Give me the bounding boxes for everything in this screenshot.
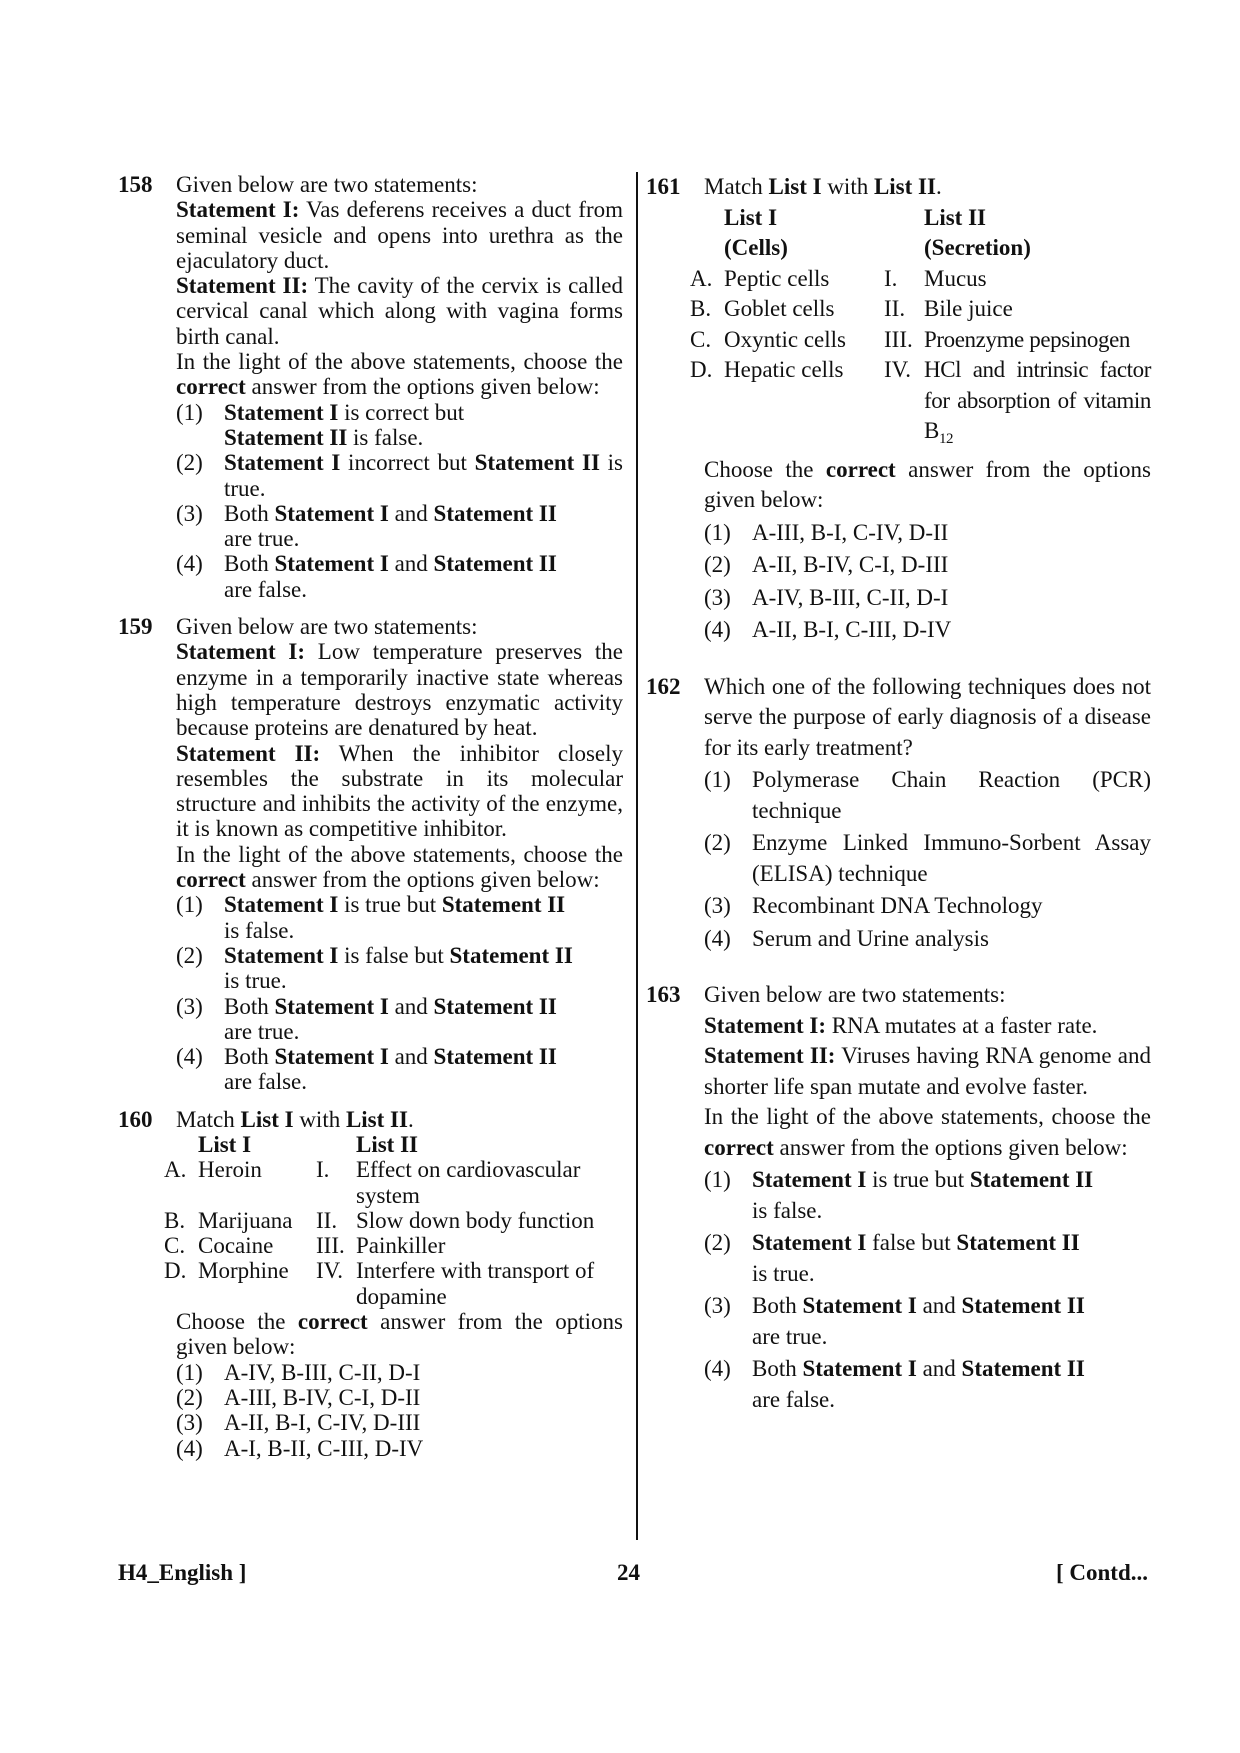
question-prompt — [704, 455, 1151, 516]
option-2[interactable] — [176, 1385, 623, 1410]
row-match — [924, 355, 1151, 455]
option-text: Statement II — [433, 551, 557, 577]
option-text: is false but — [338, 942, 450, 968]
option-text: A-III, B-I, C-IV, D-II — [752, 519, 949, 545]
question-intro — [176, 1107, 623, 1132]
intro-emphasis: List I — [768, 174, 822, 199]
option-text: Statement I — [802, 1293, 917, 1318]
prompt-text: answer from the options given below: — [176, 1309, 623, 1360]
option-number: (2) — [176, 1384, 203, 1410]
option-text: Statement I — [274, 1044, 389, 1070]
option-text: Statement I — [752, 1167, 867, 1192]
intro-text: Match — [704, 174, 769, 199]
option-3[interactable] — [704, 1291, 1151, 1352]
question-number: 158 — [118, 172, 153, 197]
option-text: Statement I — [224, 892, 339, 918]
prompt-text: answer from the options given below: — [704, 456, 1151, 512]
option-text: and — [388, 993, 434, 1019]
option-1[interactable] — [704, 765, 1151, 826]
list-header: List II — [924, 204, 986, 230]
prompt-text: Choose the — [176, 1309, 298, 1335]
row-roman: II. — [316, 1207, 338, 1233]
row-letter: B. — [690, 296, 712, 321]
option-number: (3) — [704, 584, 731, 610]
statement-text: When the inhibitor closely resembles the substrate in its molecular structure and inhibits the activity of the enzyme, it is known as competitive inhibitor. — [176, 740, 624, 842]
column-divider — [636, 172, 638, 1540]
question-prompt — [176, 842, 623, 893]
option-2[interactable] — [704, 1228, 1151, 1289]
option-number: (1) — [704, 519, 731, 545]
intro-text: Match — [176, 1106, 241, 1132]
match-table — [164, 1132, 623, 1309]
statement-2 — [704, 1041, 1151, 1102]
intro-emphasis: List II — [873, 174, 936, 199]
option-text: Both — [752, 1293, 803, 1318]
option-text: Serum and Urine analysis — [752, 925, 989, 951]
option-text: is true. — [224, 968, 287, 994]
option-number: (4) — [176, 551, 203, 577]
prompt-emphasis: correct — [176, 374, 246, 400]
row-item: Goblet cells — [724, 296, 835, 321]
statement-label: Statement I: — [176, 197, 300, 223]
prompt-emphasis: correct — [297, 1309, 368, 1335]
option-text: is true. — [224, 450, 623, 501]
option-4[interactable] — [704, 615, 1151, 646]
option-text: A-II, B-I, C-IV, D-III — [224, 1410, 421, 1436]
question-intro: Given below are two statements: — [176, 172, 478, 197]
option-text: Statement II — [441, 892, 566, 918]
statement-2 — [176, 741, 623, 842]
footer-right: [ Contd... — [1055, 1560, 1148, 1585]
option-text: Statement II — [433, 993, 557, 1019]
left-column — [118, 172, 623, 1461]
option-number: (1) — [176, 892, 203, 918]
row-letter: A. — [164, 1157, 187, 1183]
statement-text: Vas deferens receives a duct from seminal vesicle and opens into urethra as the ejaculatory duct. — [176, 197, 623, 273]
option-text: are false. — [224, 1069, 307, 1095]
statement-text: Viruses having RNA genome and shorter life span mutate and evolve faster. — [704, 1043, 1151, 1099]
option-text: is correct but — [338, 399, 465, 425]
footer-left: H4_English ] — [118, 1560, 247, 1585]
prompt-text: answer from the options given below: — [245, 867, 600, 893]
row-item: Peptic cells — [724, 265, 830, 291]
option-number: (1) — [176, 399, 203, 425]
option-number: (4) — [704, 617, 731, 642]
row-roman: IV. — [884, 357, 912, 382]
statement-label: Statement I: — [704, 1012, 826, 1038]
option-text: is true but — [866, 1167, 970, 1192]
option-2[interactable] — [176, 450, 623, 501]
row-letter: C. — [164, 1233, 186, 1259]
option-text: Statement I — [274, 551, 389, 577]
intro-text: . — [407, 1106, 414, 1132]
row-match: Slow down body function — [356, 1207, 595, 1233]
question-161 — [646, 172, 1151, 646]
option-text: is false. — [752, 1197, 823, 1223]
prompt-text: In the light of the above statements, choose the — [176, 841, 623, 867]
option-number: (4) — [704, 1356, 731, 1381]
option-3[interactable] — [704, 891, 1151, 922]
option-text: Statement I — [802, 1356, 917, 1381]
option-text: Both — [752, 1356, 803, 1381]
option-1[interactable] — [704, 1165, 1151, 1226]
option-number: (3) — [176, 1410, 203, 1436]
row-match: Painkiller — [356, 1233, 446, 1259]
option-text: A-II, B-IV, C-I, D-III — [752, 552, 949, 577]
option-3[interactable] — [704, 583, 1151, 614]
row-roman: IV. — [316, 1258, 344, 1284]
option-text: and — [916, 1356, 962, 1381]
row-match-text: HCl and intrinsic factor for absorption of vitamin B — [924, 357, 1151, 443]
prompt-text: In the light of the above statements, choose the — [704, 1104, 1151, 1129]
option-text: A-IV, B-III, C-II, D-I — [752, 584, 949, 610]
option-number: (2) — [704, 830, 731, 855]
row-item: Morphine — [198, 1258, 289, 1284]
question-162 — [646, 672, 1151, 955]
statement-text: Low temperature preserves the enzyme in a temporarily inactive state whereas high temperature destroys enzymatic activity because proteins are denatured by heat. — [176, 639, 623, 741]
statement-1 — [176, 639, 623, 740]
list-subheader: (Cells) — [724, 235, 788, 260]
question-163 — [646, 980, 1151, 1415]
option-text: is false. — [224, 917, 295, 943]
option-text: and — [388, 551, 434, 577]
option-text: Polymerase Chain Reaction (PCR) technique — [752, 767, 1151, 823]
prompt-emphasis: correct — [825, 456, 896, 482]
option-text: Statement II — [474, 450, 600, 476]
option-1[interactable] — [704, 518, 1151, 549]
option-number: (1) — [176, 1359, 203, 1385]
option-text: and — [916, 1293, 962, 1318]
question-prompt — [176, 349, 623, 400]
option-4[interactable] — [176, 1436, 623, 1461]
option-text: Statement II — [969, 1167, 1094, 1192]
option-text: A-IV, B-III, C-II, D-I — [224, 1359, 421, 1385]
option-text: are false. — [752, 1386, 835, 1412]
statement-label: Statement II: — [176, 273, 309, 299]
list-header: List I — [198, 1131, 252, 1157]
option-number: (2) — [176, 942, 203, 968]
list-subheader: (Secretion) — [924, 235, 1031, 260]
question-number: 160 — [118, 1106, 153, 1132]
question-intro: Given below are two statements: — [704, 982, 1006, 1007]
row-match: Mucus — [924, 265, 987, 291]
list-header: List I — [724, 204, 778, 230]
right-column — [646, 172, 1151, 1415]
option-3[interactable] — [176, 1410, 623, 1435]
question-number: 159 — [118, 614, 153, 640]
option-text: false but — [866, 1230, 957, 1255]
question-prompt — [704, 1102, 1151, 1163]
list-header: List II — [356, 1131, 418, 1157]
option-1[interactable] — [176, 400, 623, 451]
statement-label: Statement II: — [176, 740, 321, 766]
intro-text: . — [935, 174, 942, 199]
option-text: Both — [224, 1044, 275, 1070]
question-160 — [118, 1107, 623, 1461]
option-text: Statement I — [274, 500, 389, 526]
intro-text: with — [293, 1106, 346, 1132]
row-match: Bile juice — [924, 296, 1013, 321]
row-match: Effect on cardiovascular system — [356, 1157, 581, 1208]
option-text: Recombinant DNA Technology — [752, 893, 1043, 918]
row-item: Marijuana — [198, 1207, 293, 1233]
option-text: incorrect but — [340, 450, 475, 476]
prompt-text: answer from the options given below: — [773, 1134, 1128, 1160]
option-text: Enzyme Linked Immuno-Sorbent Assay (ELISA) technique — [752, 830, 1151, 886]
row-item: Hepatic cells — [724, 357, 844, 382]
option-text: Both — [224, 993, 275, 1019]
option-4[interactable] — [704, 924, 1151, 955]
intro-text: with — [821, 174, 874, 199]
option-number: (2) — [704, 1230, 731, 1255]
option-text: Statement I — [224, 399, 339, 425]
question-intro: Given below are two statements: — [176, 614, 478, 640]
row-letter: A. — [690, 265, 713, 291]
option-2[interactable] — [704, 550, 1151, 581]
question-intro — [704, 172, 1151, 203]
row-letter: D. — [690, 357, 713, 382]
question-number: 161 — [646, 174, 681, 199]
option-4[interactable] — [176, 1044, 623, 1095]
option-number: (3) — [704, 893, 731, 918]
option-2[interactable] — [176, 943, 623, 994]
prompt-text: Choose the — [704, 456, 826, 482]
prompt-emphasis: correct — [176, 867, 246, 893]
page-number: 24 — [617, 1560, 640, 1585]
question-text: Which one of the following techniques does not serve the purpose of early diagnosis of a disease for its early treatment? — [704, 673, 1151, 760]
row-roman: I. — [884, 265, 898, 291]
option-number: (4) — [704, 925, 731, 951]
option-text: Statement II — [961, 1356, 1085, 1381]
row-item: Heroin — [198, 1157, 262, 1183]
prompt-text: answer from the options given below: — [245, 374, 600, 400]
row-roman: III. — [316, 1233, 345, 1259]
option-text: A-II, B-I, C-III, D-IV — [752, 617, 952, 642]
option-text: Statement I — [274, 993, 389, 1019]
option-number: (3) — [176, 993, 203, 1019]
row-match: Proenzyme pepsinogen — [924, 326, 1130, 352]
option-text: and — [388, 1044, 434, 1070]
prompt-text: In the light of the above statements, choose the — [176, 349, 623, 375]
option-text: are true. — [752, 1323, 828, 1349]
row-letter: B. — [164, 1207, 186, 1233]
option-text: Both — [224, 551, 275, 577]
option-text: and — [388, 500, 434, 526]
option-number: (4) — [176, 1435, 203, 1461]
row-match: Interfere with transport of dopamine — [356, 1258, 595, 1309]
option-text: are true. — [224, 1018, 300, 1044]
option-number: (1) — [704, 1167, 731, 1192]
option-text: Statement I — [224, 450, 341, 476]
option-text: Statement I — [224, 942, 339, 968]
statement-1 — [704, 1011, 1151, 1042]
option-text: Statement II — [956, 1230, 1080, 1255]
option-text: are true. — [224, 526, 300, 552]
row-roman: II. — [884, 296, 906, 321]
statement-1 — [176, 197, 623, 273]
row-letter: C. — [690, 326, 712, 352]
question-158 — [118, 172, 623, 602]
option-1[interactable] — [176, 1360, 623, 1385]
statement-label: Statement II: — [704, 1043, 836, 1068]
intro-emphasis: List I — [240, 1106, 294, 1132]
option-text: A-I, B-II, C-III, D-IV — [224, 1435, 424, 1461]
option-number: (4) — [176, 1044, 203, 1070]
statement-2 — [176, 273, 623, 349]
option-text: Both — [224, 500, 275, 526]
match-table — [690, 203, 1151, 455]
row-letter: D. — [164, 1258, 187, 1284]
option-text: Statement II — [449, 942, 573, 968]
option-2[interactable] — [704, 828, 1151, 889]
option-4[interactable] — [704, 1354, 1151, 1415]
statement-text: The cavity of the cervix is called cervical canal which along with vagina forms birth canal. — [176, 273, 623, 349]
option-number: (2) — [176, 450, 203, 476]
option-number: (3) — [704, 1293, 731, 1318]
option-4[interactable] — [176, 551, 623, 602]
question-prompt — [176, 1309, 623, 1360]
option-number: (3) — [176, 500, 203, 526]
intro-emphasis: List II — [345, 1106, 408, 1132]
question-159 — [118, 614, 623, 1095]
option-text: Statement II — [433, 500, 557, 526]
statement-text: RNA mutates at a faster rate. — [826, 1012, 1098, 1038]
option-number: (2) — [704, 552, 731, 577]
row-roman: III. — [884, 326, 913, 352]
option-text: Statement II — [961, 1293, 1085, 1318]
option-text: Statement II — [433, 1044, 557, 1070]
subscript: 12 — [938, 431, 954, 447]
question-number: 162 — [646, 673, 681, 699]
option-text: are false. — [224, 576, 307, 602]
statement-label: Statement I: — [176, 639, 306, 665]
option-text: is false. — [347, 424, 424, 450]
option-text: A-III, B-IV, C-I, D-II — [224, 1384, 421, 1410]
row-item: Oxyntic cells — [724, 326, 846, 352]
option-text: Statement I — [752, 1230, 867, 1255]
option-text: Statement II — [224, 424, 348, 450]
option-1[interactable] — [176, 892, 623, 943]
option-3[interactable] — [176, 994, 623, 1045]
option-number: (1) — [704, 767, 731, 792]
row-item: Cocaine — [198, 1233, 274, 1259]
option-text: is true but — [338, 892, 442, 918]
option-3[interactable] — [176, 501, 623, 552]
prompt-emphasis: correct — [704, 1134, 774, 1160]
question-number: 163 — [646, 982, 681, 1007]
option-text: is true. — [752, 1260, 815, 1286]
row-roman: I. — [316, 1157, 330, 1183]
